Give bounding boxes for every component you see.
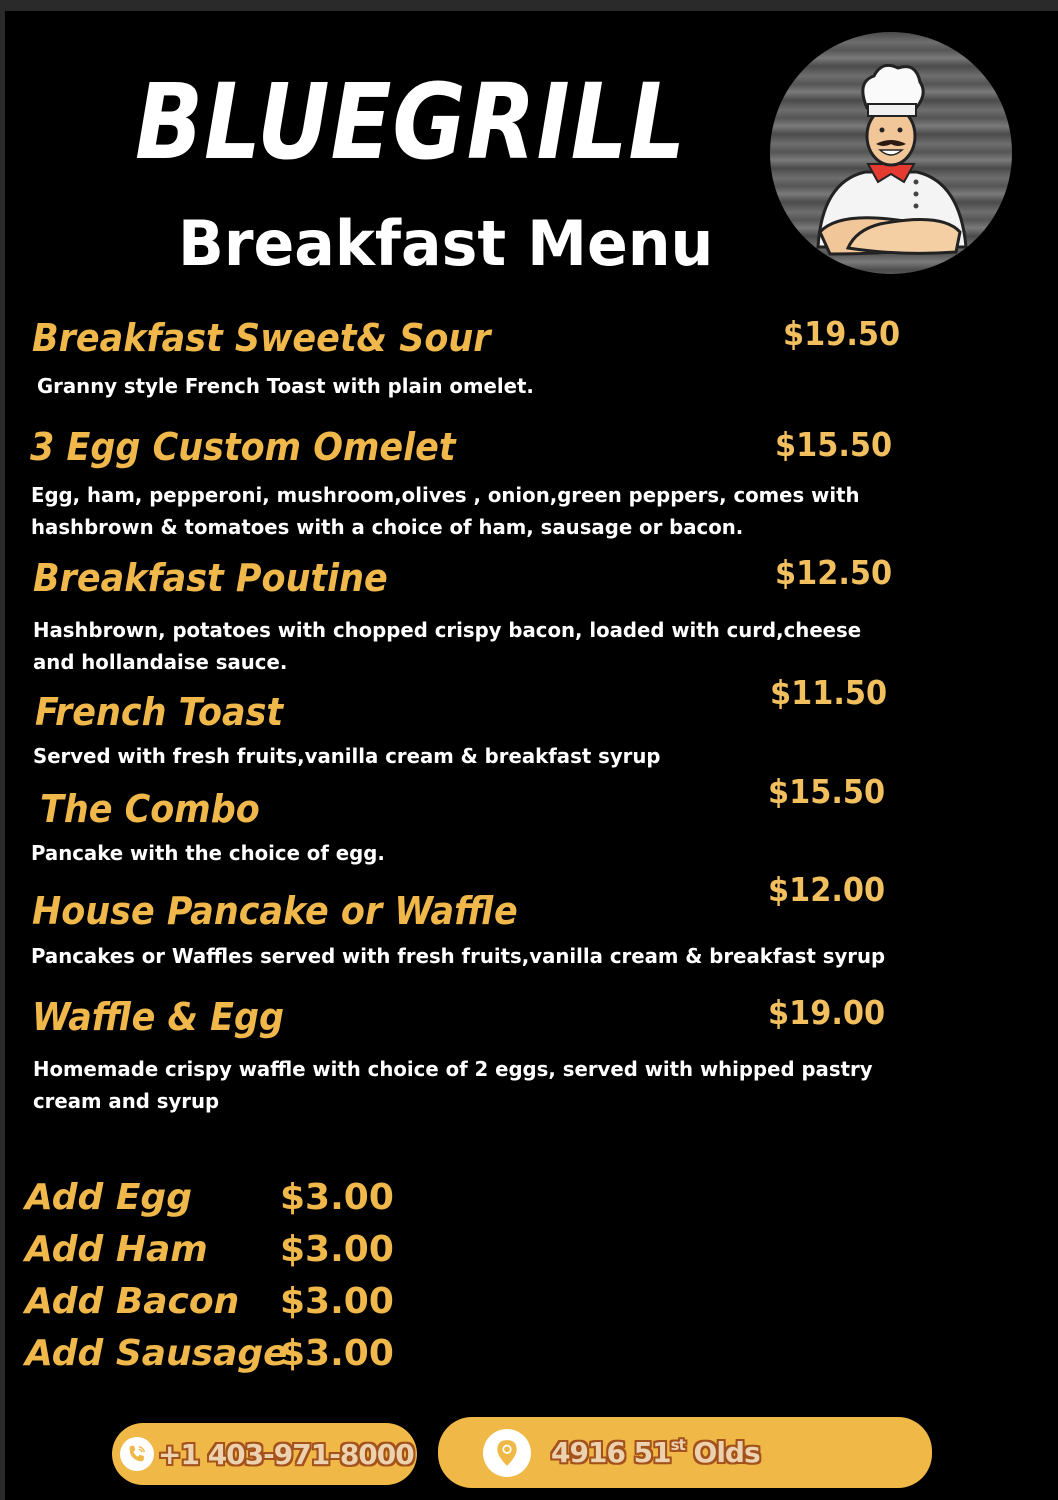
phone-number: +1 403-971-8000 bbox=[158, 1437, 414, 1471]
item-description: Homemade crispy waffle with choice of 2 eggs, served with whipped pastry bbox=[33, 1057, 873, 1081]
addon-price: $3.00 bbox=[280, 1333, 394, 1374]
addon-name: Add Egg bbox=[25, 1177, 192, 1218]
item-description: Pancakes or Waffles served with fresh fruits,vanilla cream & breakfast syrup bbox=[31, 944, 886, 968]
brand-title: BLUEGRILL bbox=[135, 61, 687, 183]
item-description: Hashbrown, potatoes with chopped crispy bacon, loaded with curd,cheese bbox=[33, 618, 862, 642]
item-description: hashbrown & tomatoes with a choice of ham, sausage or bacon. bbox=[31, 515, 744, 539]
address-number: 4916 51 bbox=[551, 1436, 671, 1469]
address-city: Olds bbox=[684, 1436, 760, 1469]
item-description: Egg, ham, pepperoni, mushroom,olives , onion,green peppers, comes with bbox=[31, 483, 860, 507]
addon-name: Add Sausage bbox=[25, 1333, 288, 1374]
item-title: House Pancake or Waffle bbox=[32, 889, 518, 933]
addon-price: $3.00 bbox=[280, 1281, 394, 1322]
item-title: Breakfast Sweet& Sour bbox=[32, 316, 491, 360]
address-pill[interactable] bbox=[438, 1417, 932, 1488]
item-price: $19.00 bbox=[768, 993, 886, 1032]
location-pin-icon bbox=[483, 1429, 531, 1477]
item-price: $12.50 bbox=[775, 553, 893, 592]
address-text bbox=[551, 1436, 760, 1469]
item-title: French Toast bbox=[35, 690, 284, 734]
address-ordinal: st bbox=[670, 1436, 685, 1454]
item-title: Breakfast Poutine bbox=[33, 556, 388, 600]
addon-name: Add Bacon bbox=[25, 1281, 240, 1322]
phone-pill[interactable] bbox=[112, 1423, 417, 1485]
addon-price: $3.00 bbox=[280, 1229, 394, 1270]
phone-icon bbox=[120, 1437, 154, 1471]
addon-price: $3.00 bbox=[280, 1177, 394, 1218]
menu-subtitle: Breakfast Menu bbox=[178, 207, 714, 280]
chef-mascot-icon bbox=[770, 32, 1012, 274]
addon-name: Add Ham bbox=[25, 1229, 208, 1270]
item-price: $12.00 bbox=[768, 870, 886, 909]
item-description: and hollandaise sauce. bbox=[33, 650, 288, 674]
item-price: $15.50 bbox=[768, 772, 886, 811]
item-description: cream and syrup bbox=[33, 1089, 220, 1113]
item-price: $19.50 bbox=[783, 314, 901, 353]
item-description: Pancake with the choice of egg. bbox=[31, 841, 385, 865]
item-description: Granny style French Toast with plain omelet. bbox=[37, 374, 534, 398]
item-title: Waffle & Egg bbox=[32, 995, 285, 1039]
item-title: 3 Egg Custom Omelet bbox=[30, 425, 456, 469]
item-title: The Combo bbox=[40, 787, 260, 831]
item-price: $15.50 bbox=[775, 425, 893, 464]
item-description: Served with fresh fruits,vanilla cream & breakfast syrup bbox=[33, 744, 661, 768]
item-price: $11.50 bbox=[770, 673, 888, 712]
